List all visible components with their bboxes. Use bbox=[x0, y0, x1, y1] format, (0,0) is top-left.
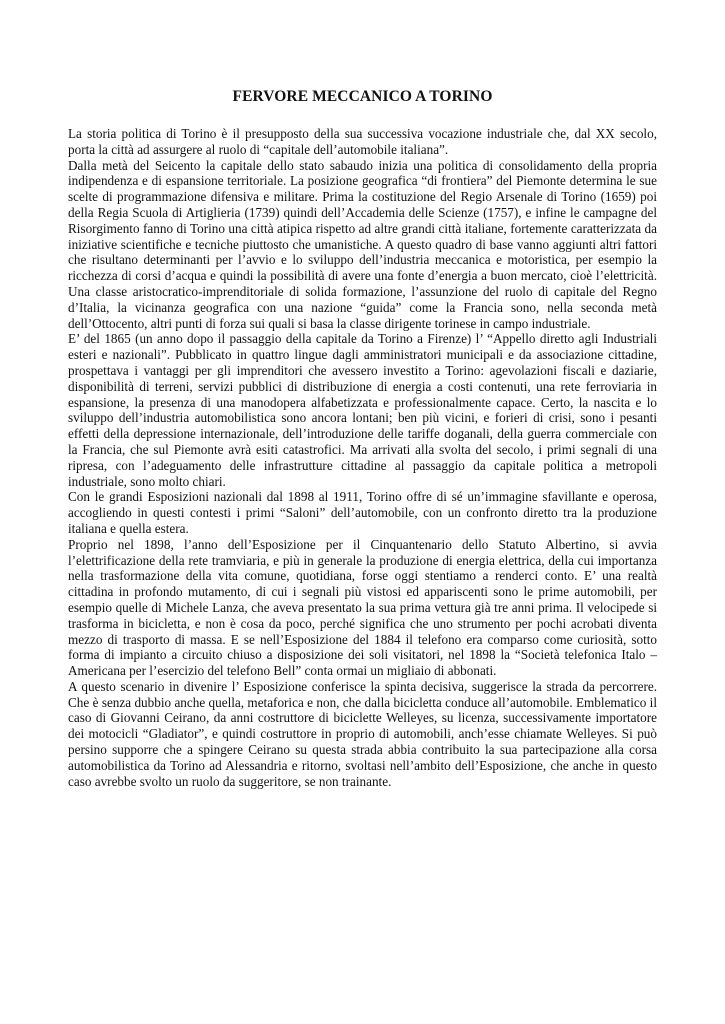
document-title: FERVORE MECCANICO A TORINO bbox=[232, 88, 493, 105]
paragraph-2: Dalla metà del Seicento la capitale dello stato sabaudo inizia una politica di consolidamento della propria indipendenza e di espansione territoriale. La posizione geografica “di frontiera” del Piemonte determina le sue scelte di programmazione difensiva e militare. Prima la costituzione del Regio Arsenale di Torino (1659) poi della Regia Scuola di Artiglieria (1739) quindi dell’Accademia delle Scienze (1757), e infine le campagne del Risorgimento fanno di Torino una città atipica rispetto ad altre grandi città italiane, fortemente caratterizzata da iniziative scientifiche e tecniche piuttosto che umanistiche. A questo quadro di base vanno aggiunti altri fattori che risultano determinanti per l’avvio e lo sviluppo dell’industria meccanica e motoristica, per esempio la ricchezza di corsi d’acqua e quindi la possibilità di avere una fonte d’energia a buon mercato, cioè l’elettricità. Una classe aristocratico-imprenditoriale di solida formazione, l’assunzione del ruolo di capitale del Regno d’Italia, la vicinanza geografica con una nazione “guida” come la Francia sono, nella seconda metà dell’Ottocento, altri punti di forza sui quali si basa la classe dirigente torinese in campo industriale. bbox=[68, 157, 657, 331]
document-page bbox=[68, 88, 657, 789]
paragraph-1: La storia politica di Torino è il presupposto della sua successiva vocazione industriale che, dal XX secolo, porta la città ad assurgere al ruolo di “capitale dell’automobile italiana”. bbox=[68, 126, 657, 157]
paragraph-6: A questo scenario in divenire l’ Esposizione conferisce la spinta decisiva, suggerisce la strada da percorrere. Che è senza dubbio anche quella, metaforica e non, che dalla bicicletta conduce all’automobile. Emblematico il caso di Giovanni Ceirano, da anni costruttore di biciclette Welleyes, su licenza, successivamente importatore dei motocicli “Gladiator”, e quindi costruttore in proprio di automobili, anch’esse chiamate Welleyes. Si può persino supporre che a spingere Ceirano su questa strada abbia contribuito la sua partecipazione alla corsa automobilistica da Torino ad Alessandria e ritorno, svoltasi nell’ambito dell’Esposizione, che anche in questo caso avrebbe svolto un ruolo da suggeritore, se non trainante. bbox=[68, 678, 657, 789]
paragraph-3: E’ del 1865 (un anno dopo il passaggio della capitale da Torino a Firenze) l’ “Appello diretto agli Industriali esteri e nazionali”. Pubblicato in quattro lingue dagli amministratori municipali e da associazione cittadine, prospettava i vantaggi per gli imprenditori che avessero investito a Torino: agevolazioni fiscali e daziarie, disponibilità di terreni, servizi pubblici di distribuzione di energia a costi contenuti, una rete ferroviaria in espansione, la presenza di una manodopera alfabetizzata e professionalmente capace. Certo, la nascita e lo sviluppo dell’industria automobilistica sono ancora lontani; ben più vicini, e forieri di crisi, sono i pesanti effetti della depressione internazionale, dell’introduzione delle tariffe doganali, della guerra commerciale con la Francia, che sul Piemonte avrà esiti catastrofici. Ma arrivati alla svolta del secolo, i primi segnali di una ripresa, con l’adeguamento delle infrastrutture cittadine al passaggio da capitale politica a metropoli industriale, sono molto chiari. bbox=[68, 331, 657, 489]
paragraph-4: Con le grandi Esposizioni nazionali dal 1898 al 1911, Torino offre di sé un’immagine sfavillante e operosa, accogliendo in questi contesti i primi “Saloni” dell’automobile, con un confronto diretto tra la produzione italiana e quella estera. bbox=[68, 489, 657, 536]
paragraph-5: Proprio nel 1898, l’anno dell’Esposizione per il Cinquantenario dello Statuto Albertino, si avvia l’elettrificazione della rete tramviaria, e più in generale la produzione di energia elettrica, della cui importanza nella trasformazione della vita comune, quotidiana, forse oggi stentiamo a renderci conto. E’ una realtà cittadina in profondo mutamento, di cui i segnali più vistosi ed appariscenti sono le prime automobili, per esempio quelle di Michele Lanza, che aveva presentato la sua prima vettura già tre anni prima. Il velocipede si trasforma in bicicletta, e non è cosa da poco, perché significa che uno strumento per pochi acrobati diventa mezzo di trasporto di massa. E se nell’Esposizione del 1884 il telefono era comparso come curiosità, sotto forma di impianto a circuito chiuso a disposizione dei soli visitatori, nel 1898 la “Società telefonica Italo – Americana per l’esercizio del telefono Bell” conta ormai un migliaio di abbonati. bbox=[68, 536, 657, 679]
